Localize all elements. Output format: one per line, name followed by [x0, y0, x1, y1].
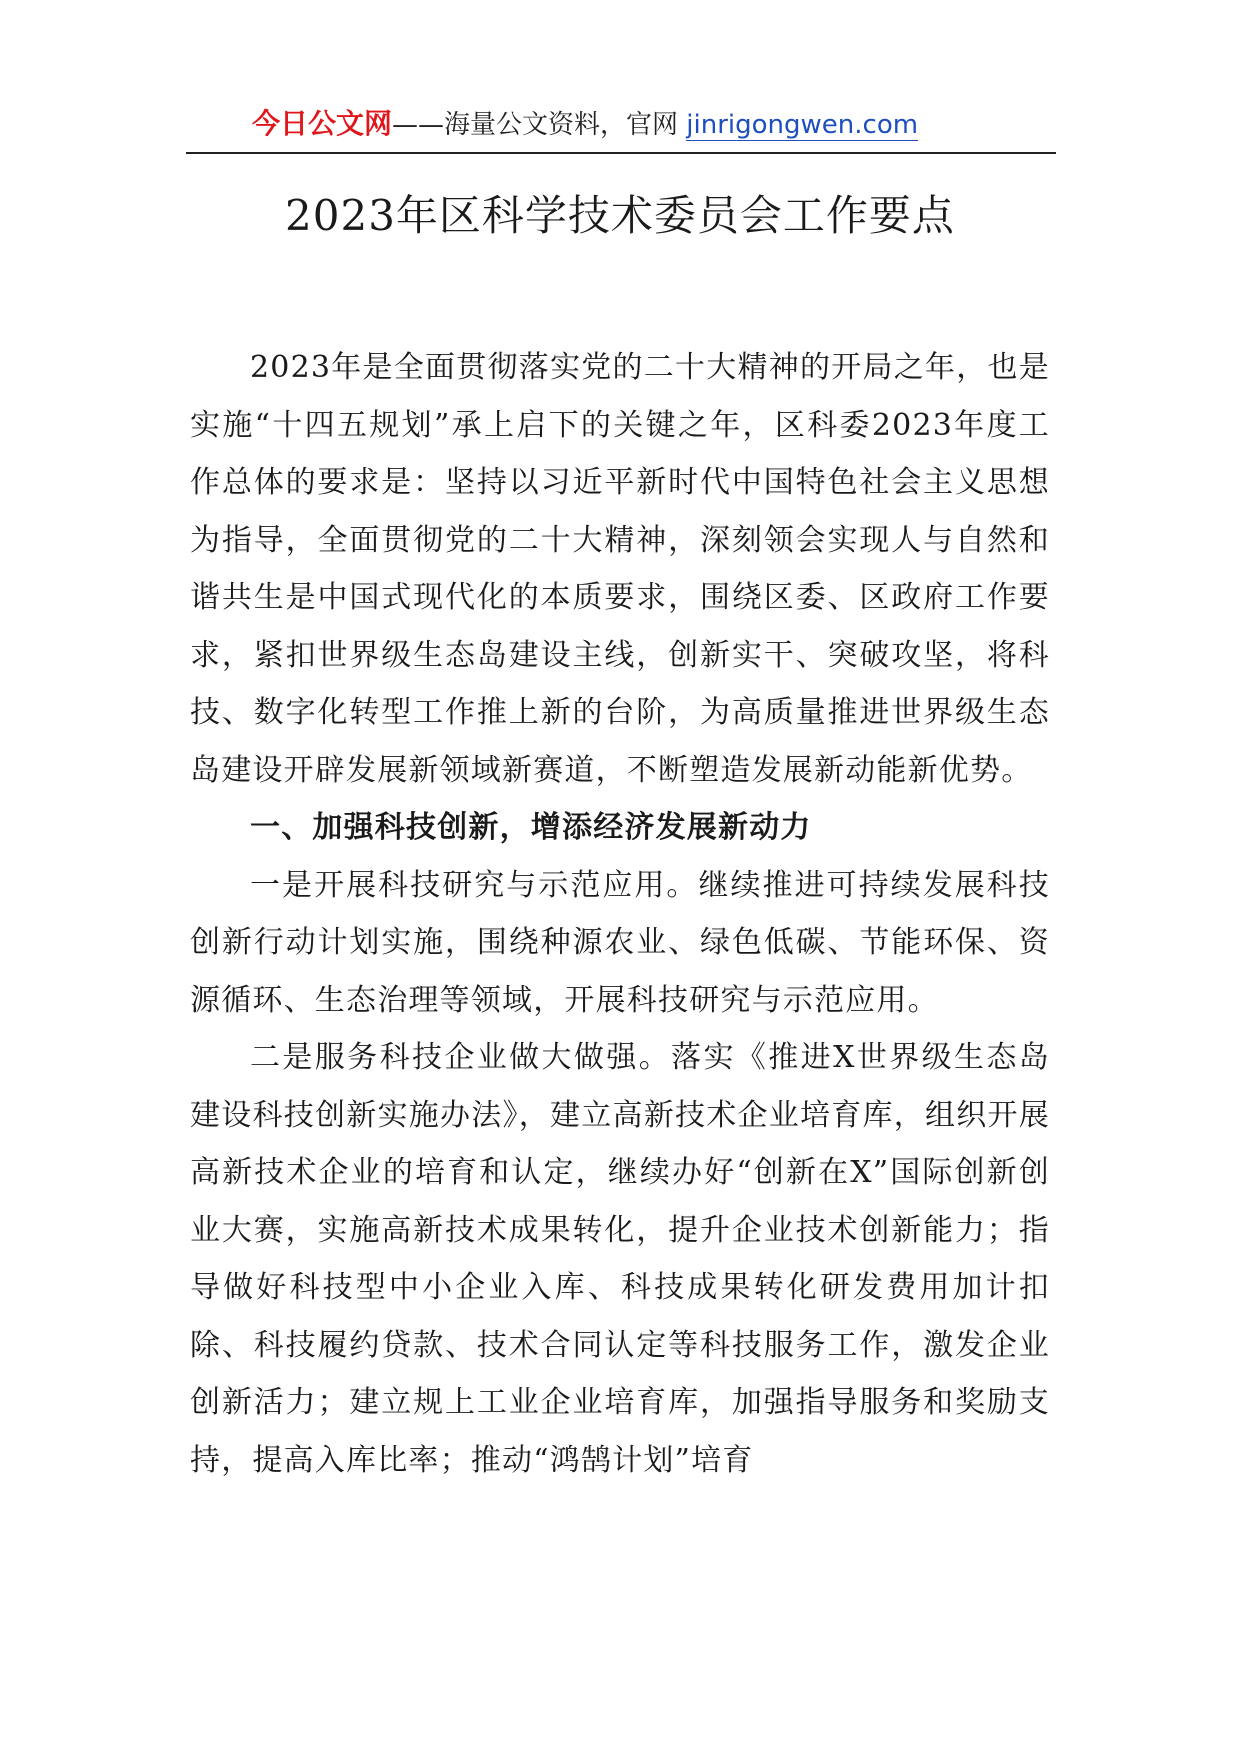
section-heading-1: 一、加强科技创新，增添经济发展新动力 [250, 810, 812, 845]
header-line [252, 104, 918, 145]
intro-paragraph: 2023年是全面贯彻落实党的二十大精神的开局之年，也是实施“十四五规划”承上启下的关键之年，区科委2023年度工作总体的要求是：坚持以习近平新时代中国特色社会主义思想为指导，全面贯彻党的二十大精神，深刻领会实现人与自然和谐共生是中国式现代化的本质要求，围绕区委、区政府工作要求，紧扣世界级生态岛建设主线，创新实干、突破攻坚，将科技、数字化转型工作推上新的台阶，为高质量推进世界级生态岛建设开辟发展新领域新赛道，不断塑造发展新动能新优势。 [190, 350, 1050, 788]
item-paragraph-2: 二是服务科技企业做大做强。落实《推进X世界级生态岛建设科技创新实施办法》，建立高新技术企业培育库，组织开展高新技术企业的培育和认定，继续办好“创新在X”国际创新创业大赛，实施高新技术成果转化，提升企业技术创新能力；指导做好科技型中小企业入库、科技成果转化研发费用加计扣除、科技履约贷款、技术合同认定等科技服务工作，激发企业创新活力；建立规上工业企业培育库，加强指导服务和奖励支持，提高入库比率；推动“鸿鹄计划”培育 [190, 1040, 1050, 1478]
item-paragraph-1: 一是开展科技研究与示范应用。继续推进可持续发展科技创新行动计划实施，围绕种源农业、绿色低碳、节能环保、资源循环、生态治理等领域，开展科技研究与示范应用。 [190, 867, 1050, 1018]
brand-name: 今日公文网 [252, 107, 393, 140]
header-tagline: ——海量公文资料，官网 [392, 110, 679, 140]
document-title: 2023年区科学技术委员会工作要点 [285, 191, 955, 240]
site-link[interactable]: jinrigongwen.com [686, 110, 919, 140]
page-header [186, 104, 1056, 154]
document-body [190, 339, 1050, 1489]
